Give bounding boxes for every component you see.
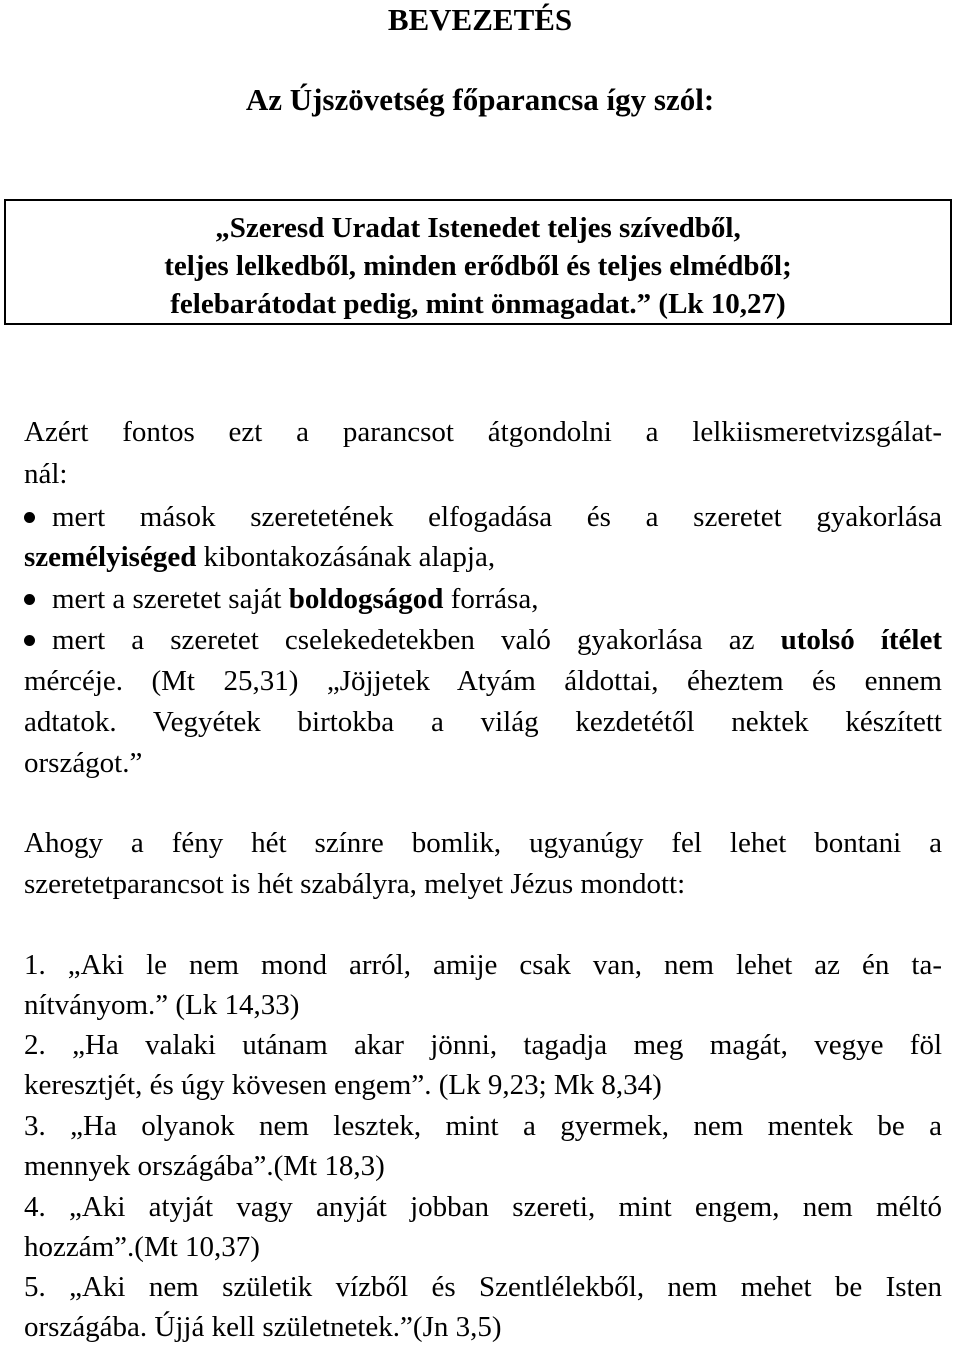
- intro-line-1: Azért fontos ezt a parancsot átgondolni a lelkiismeretvizsgálat-: [24, 416, 942, 448]
- rule-1-line-1: 1. „Aki le nem mond arról, amije csak van, nem lehet az én ta-: [24, 949, 942, 981]
- bullet-1-rest: kibontakozásának alapja,: [196, 541, 496, 573]
- bullet-3-line-2: mércéje. (Mt 25,31) „Jöjjetek Atyám áldottai, éheztem és ennem: [24, 665, 942, 697]
- bullet-2-pre: mert a szeretet saját: [52, 583, 289, 615]
- bullet-item-3: [24, 620, 942, 660]
- page-title: BEVEZETÉS: [387, 2, 573, 37]
- rule-3-line-2: mennyek országába”.(Mt 18,3): [24, 1150, 385, 1182]
- bullet-3-line-3: adtatok. Vegyétek birtokba a világ kezdetétől nektek készített: [24, 706, 942, 738]
- bullet-2-post: forrása,: [443, 583, 539, 615]
- intro-line-2: nál:: [24, 458, 68, 490]
- bullet-1-text: mert mások szeretetének elfogadása és a szeretet gyakorlása: [52, 501, 942, 533]
- rule-5-line-2: országába. Újjá kell születnetek.”(Jn 3,5): [24, 1311, 502, 1343]
- page-subtitle: Az Újszövetség főparancsa így szól:: [245, 82, 715, 117]
- bullet-item-1: [24, 497, 942, 537]
- rule-1-line-2: nítványom.” (Lk 14,33): [24, 989, 300, 1021]
- quote-line-1: „Szeresd Uradat Istenedet teljes szívedből,: [215, 212, 741, 244]
- rule-2-line-2: keresztjét, és úgy kövesen engem”. (Lk 9,23; Mk 8,34): [24, 1069, 662, 1101]
- bullet-3-line-4: országot.”: [24, 747, 143, 779]
- bullet-item-2: [24, 579, 538, 619]
- bullet-dot-icon: [24, 594, 35, 605]
- rule-5-line-1: 5. „Aki nem születik vízből és Szentlélekből, nem mehet be Isten: [24, 1271, 942, 1303]
- rule-4-line-2: hozzám”.(Mt 10,37): [24, 1231, 260, 1263]
- bullet-dot-icon: [24, 635, 35, 646]
- light-line-2: szeretetparancsot is hét szabályra, melyet Jézus mondott:: [24, 868, 686, 900]
- bold-term-personality: személyiséged: [24, 541, 197, 573]
- bold-term-happiness: boldogságod: [288, 583, 444, 615]
- bullet-1-continuation: [24, 537, 495, 577]
- quote-line-3: felebarátodat pedig, mint önmagadat.” (Lk 10,27): [170, 288, 786, 320]
- bullet-dot-icon: [24, 512, 35, 523]
- rule-4-line-1: 4. „Aki atyját vagy anyját jobban szereti, mint engem, nem méltó: [24, 1191, 942, 1223]
- light-line-1: Ahogy a fény hét színre bomlik, ugyanúgy fel lehet bontani a: [24, 827, 942, 859]
- quote-line-2: teljes lelkedből, minden erődből és teljes elmédből;: [164, 250, 792, 282]
- bold-term-last-judgment: utolsó ítélet: [780, 624, 942, 656]
- rule-3-line-1: 3. „Ha olyanok nem lesztek, mint a gyermek, nem mentek be a: [24, 1110, 942, 1142]
- bullet-3-pre: mert a szeretet cselekedetekben való gyakorlása az: [52, 624, 781, 656]
- rule-2-line-1: 2. „Ha valaki utánam akar jönni, tagadja meg magát, vegye föl: [24, 1029, 942, 1061]
- quote-box: [4, 199, 952, 325]
